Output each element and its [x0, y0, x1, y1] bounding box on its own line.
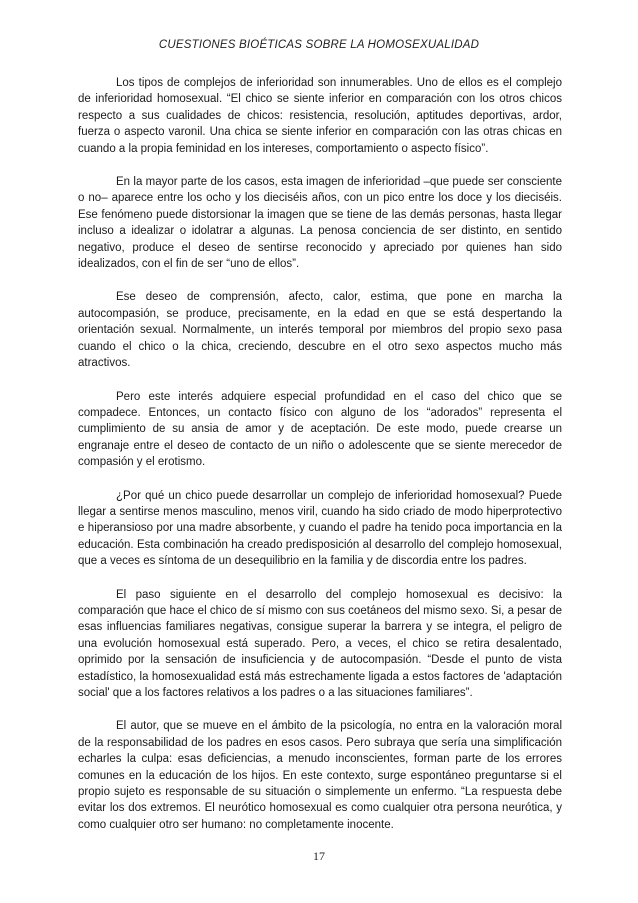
paragraph: Los tipos de complejos de inferioridad son innumerables. Uno de ellos es el complejo de inferioridad homosexual. “El chico se siente inferior en comparación con los otros chicos respecto a sus cualidades de chicos: resistencia, resolución, aptitudes deportivas, ardor, fuerza o aspecto varonil. Una chica se siente inferior en comparación con las otras chicas en cuando a la propia feminidad en los intereses, comportamiento o aspecto físico”.	[78, 77, 562, 155]
paragraph: El paso siguiente en el desarrollo del complejo homosexual es decisivo: la comparación que hace el chico de sí mismo con sus coetáneos del mismo sexo. Si, a pesar de esas influencias familiares negativas, consigue superar la barrera y se integra, el peligro de una evolución homosexual está superado. Pero, a veces, el chico se retira desalentado, oprimido por la sensación de insuficiencia y de autocompasión. “Desde el punto de vista estadístico, la homosexualidad está más estrechamente ligada a estos factores de 'adaptación social' que a los factores relativos a los padres o a las situaciones familiares”.	[78, 588, 562, 699]
paragraph: El autor, que se mueve en el ámbito de la psicología, no entra en la valoración moral de la responsabilidad de los padres en esos casos. Pero subraya que sería una simplificación echarles la culpa: esas deficiencias, a menudo inconscientes, forman parte de los errores comunes en la educación de los hijos. En este contexto, surge espontáneo preguntarse si el propio sujeto es responsable de su situación o simplemente un enfermo. “La respuesta debe evitar los dos extremos. El neurótico homosexual es como cualquier otra persona neurótica, y como cualquier otro ser humano: no completamente inocente.	[78, 720, 562, 831]
paragraph: Ese deseo de comprensión, afecto, calor, estima, que pone en marcha la autocompasión, se produce, precisamente, en la edad en que se está despertando la orientación sexual. Normalmente, un interés temporal por miembros del propio sexo pasa cuando el chico o la chica, creciendo, descubre en el otro sexo aspectos mucho más atractivos.	[78, 291, 562, 370]
paragraph: Pero este interés adquiere especial profundidad en el caso del chico que se compadece. Entonces, un contacto físico con alguno de los “adorados” representa el cumplimiento de su ansia de amor y de aceptación. De este modo, puede crearse un engranaje entre el deseo de contacto de un niño o adolescente que se siente merecedor de compasión y el erotismo.	[78, 390, 562, 469]
paragraph: En la mayor parte de los casos, esta imagen de inferioridad –que puede ser consciente o no– aparece entre los ocho y los dieciséis años, con un pico entre los doce y los dieciséis. Ese fenómeno puede distorsionar la imagen que se tiene de las demás personas, hasta llegar incluso a idealizar o idolatrar a algunas. La penosa conciencia de ser distinto, en sentido negativo, produce el deseo de sentirse reconocido y apreciado por quienes han sido idealizados, con el fin de ser “uno de ellos”.	[78, 176, 562, 271]
paragraph: ¿Por qué un chico puede desarrollar un complejo de inferioridad homosexual? Puede llegar a sentirse menos masculino, menos viril, cuando ha sido criado de modo hiperprotectivo e hiperansioso por una madre absorbente, y cuando el padre ha tenido poca importancia en la educación. Esta combinación ha creado predisposición al desarrollo del complejo homosexual, que a veces es síntoma de un desequilibrio en la familia y de discordia entre los padres.	[78, 489, 562, 568]
page-number: 17	[313, 849, 325, 863]
running-header: CUESTIONES BIOÉTICAS SOBRE LA HOMOSEXUALIDAD	[158, 39, 480, 51]
body-text	[78, 75, 562, 850]
